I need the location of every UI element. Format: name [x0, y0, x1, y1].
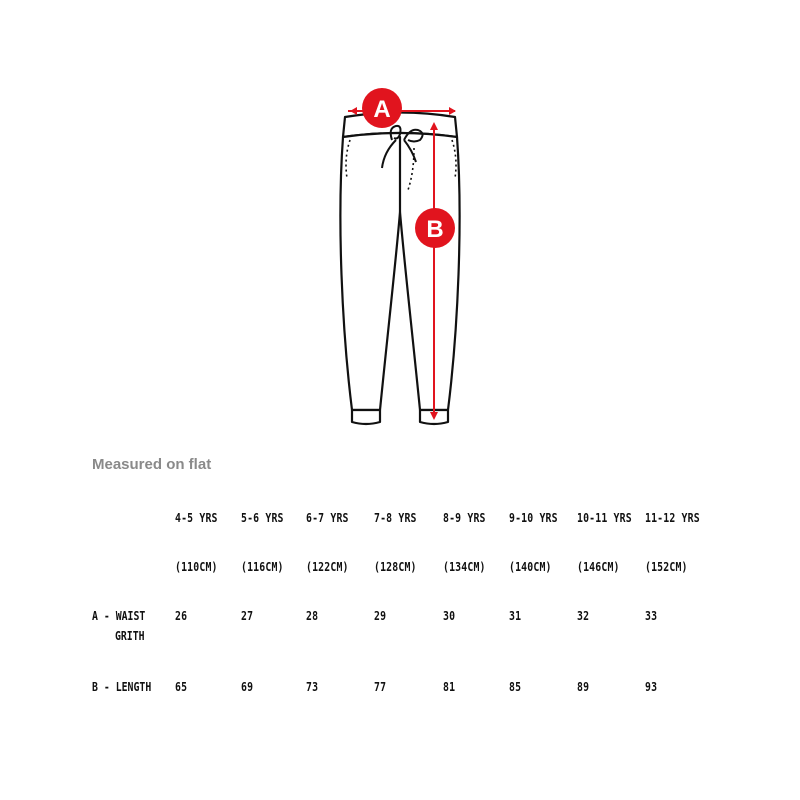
size-header: 4-5 YRS	[175, 511, 218, 525]
size-header: 11-12 YRS	[645, 511, 700, 525]
height-header: (116CM)	[241, 560, 284, 574]
table-cell: 28	[306, 609, 319, 623]
table-cell: 32	[577, 609, 590, 623]
marker-b: B	[426, 216, 444, 243]
table-cell: 33	[645, 609, 658, 623]
table-cell: 27	[241, 609, 254, 623]
table-cell: 26	[175, 609, 188, 623]
row-label-line: B - LENGTH	[92, 680, 152, 694]
table-cell: 73	[306, 680, 319, 694]
table-cell: 31	[509, 609, 522, 623]
table-cell: 93	[645, 680, 658, 694]
table-cell: 85	[509, 680, 522, 694]
size-header: 10-11 YRS	[577, 511, 632, 525]
height-header: (134CM)	[443, 560, 486, 574]
size-header: 6-7 YRS	[306, 511, 349, 525]
row-label-line: A - WAIST	[92, 609, 146, 623]
table-cell: 30	[443, 609, 456, 623]
height-header: (146CM)	[577, 560, 620, 574]
measured-on-flat-label: Measured on flat	[92, 456, 212, 473]
table-cell: 29	[374, 609, 387, 623]
row-label-line: GRITH	[114, 629, 145, 643]
height-header: (152CM)	[645, 560, 688, 574]
table-cell: 69	[241, 680, 254, 694]
height-header: (110CM)	[175, 560, 218, 574]
height-header: (128CM)	[374, 560, 417, 574]
table-cell: 89	[577, 680, 590, 694]
height-header: (122CM)	[306, 560, 349, 574]
size-header: 7-8 YRS	[374, 511, 417, 525]
table-cell: 65	[175, 680, 188, 694]
row-label-waist	[92, 606, 145, 646]
size-header: 5-6 YRS	[241, 511, 284, 525]
table-cell: 81	[443, 680, 456, 694]
table-cell: 77	[374, 680, 387, 694]
size-header: 8-9 YRS	[443, 511, 486, 525]
marker-a: A	[373, 96, 391, 123]
height-header: (140CM)	[509, 560, 552, 574]
size-header: 9-10 YRS	[509, 511, 558, 525]
pants-outline-icon	[340, 113, 459, 425]
row-label-length	[92, 677, 151, 697]
